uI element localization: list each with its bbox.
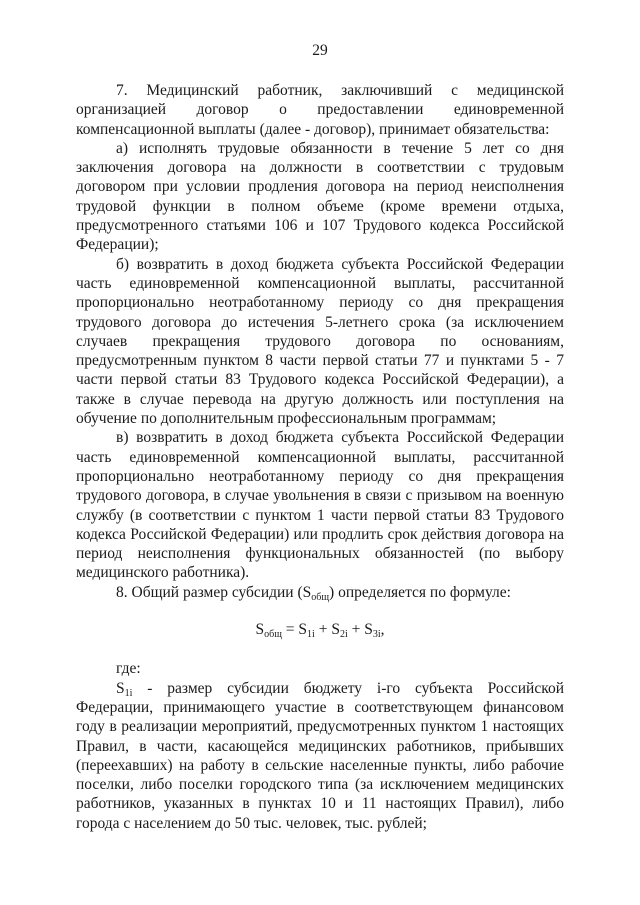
subsidy-formula [76, 602, 564, 659]
paragraph-8 [76, 583, 564, 602]
definition-s1i-text: - размер субсидии бюджету i-го субъекта Российской Федерации, принимающего участие в соответствующем финансовом году в реализации мероприятий, предусмотренных пунктом 1 настоящих Правил, в части, касающейся медицинских работников, прибывших (переехавших) на работу в сельские населенные пункты, либо рабочие поселки, либо поселки городского типа (за исключением медицинских работников, указанных в пунктах 10 и 11 настоящих Правил), либо города с населением до 50 тыс. человек, тыс. рублей; [76, 679, 564, 832]
formula-term3-symbol: S [364, 621, 373, 639]
formula-tail: , [380, 621, 385, 639]
formula-term3-subscript: 3i [372, 629, 381, 641]
formula-term1-symbol: S [298, 621, 308, 639]
document-body [76, 81, 564, 833]
paragraph-8-text-after: ) определяется по формуле: [329, 583, 511, 601]
paragraph-8-subscript: общ [311, 591, 330, 603]
paragraph-7: 7. Медицинский работник, заключивший с медицинской организацией договор о предоставлении единовременной компенсационной выплаты (далее - договор), принимает обязательства: [76, 82, 564, 138]
page-number: 29 [312, 42, 328, 59]
paragraph-7a: а) исполнять трудовые обязанности в течение 5 лет со дня заключения договора на должности в соответствии с трудовым договором при условии продления договора на период неисполнения трудовой функции в полном объеме (кроме времени отдыха, предусмотренного статьями 106 и 107 Трудового кодекса Российской Федерации); [76, 139, 564, 254]
paragraph-8-text-before: 8. Общий размер субсидии (S [116, 583, 312, 601]
paragraph-7v: в) возвратить в доход бюджета субъекта Российской Федерации часть единовременной компенсационной выплаты, рассчитанной пропорционально неотработанному периоду со дня прекращения трудового договора, в случае увольнения в связи с призывом на военную службу (в соответствии с пунктом 1 части первой статьи 83 Трудового кодекса Российской Федерации) или продлить срок действия договора на период неисполнения функциональных обязанностей (по выбору медицинского работника). [76, 429, 564, 582]
formula-plus-2: + [347, 621, 365, 639]
formula-equals: = [281, 621, 299, 639]
definition-s1i-subscript: 1i [124, 687, 133, 699]
formula-plus-1: + [314, 621, 332, 639]
paragraph-7b: б) возвратить в доход бюджета субъекта Российской Федерации часть единовременной компенсационной выплаты, рассчитанной пропорционально неотработанному периоду со дня прекращения трудового договора до истечения 5-летнего срока (за исключением случаев прекращения трудового договора по основаниям, предусмотренным пунктом 8 части первой статьи 77 и пунктами 5 - 7 части первой статьи 83 Трудового кодекса Российской Федерации), а также в случае перевода на другую должность или поступления на обучение по дополнительным профессиональным программам; [76, 255, 564, 428]
definition-s1i-symbol: S [116, 679, 125, 697]
formula-lhs-symbol: S [255, 621, 265, 639]
formula-term1-subscript: 1i [307, 629, 315, 641]
definition-s1i [76, 679, 564, 833]
where-label: где: [116, 660, 141, 678]
formula-lhs-subscript: общ [264, 629, 282, 641]
formula-term2-subscript: 2i [339, 629, 348, 641]
formula-term2-symbol: S [331, 621, 340, 639]
